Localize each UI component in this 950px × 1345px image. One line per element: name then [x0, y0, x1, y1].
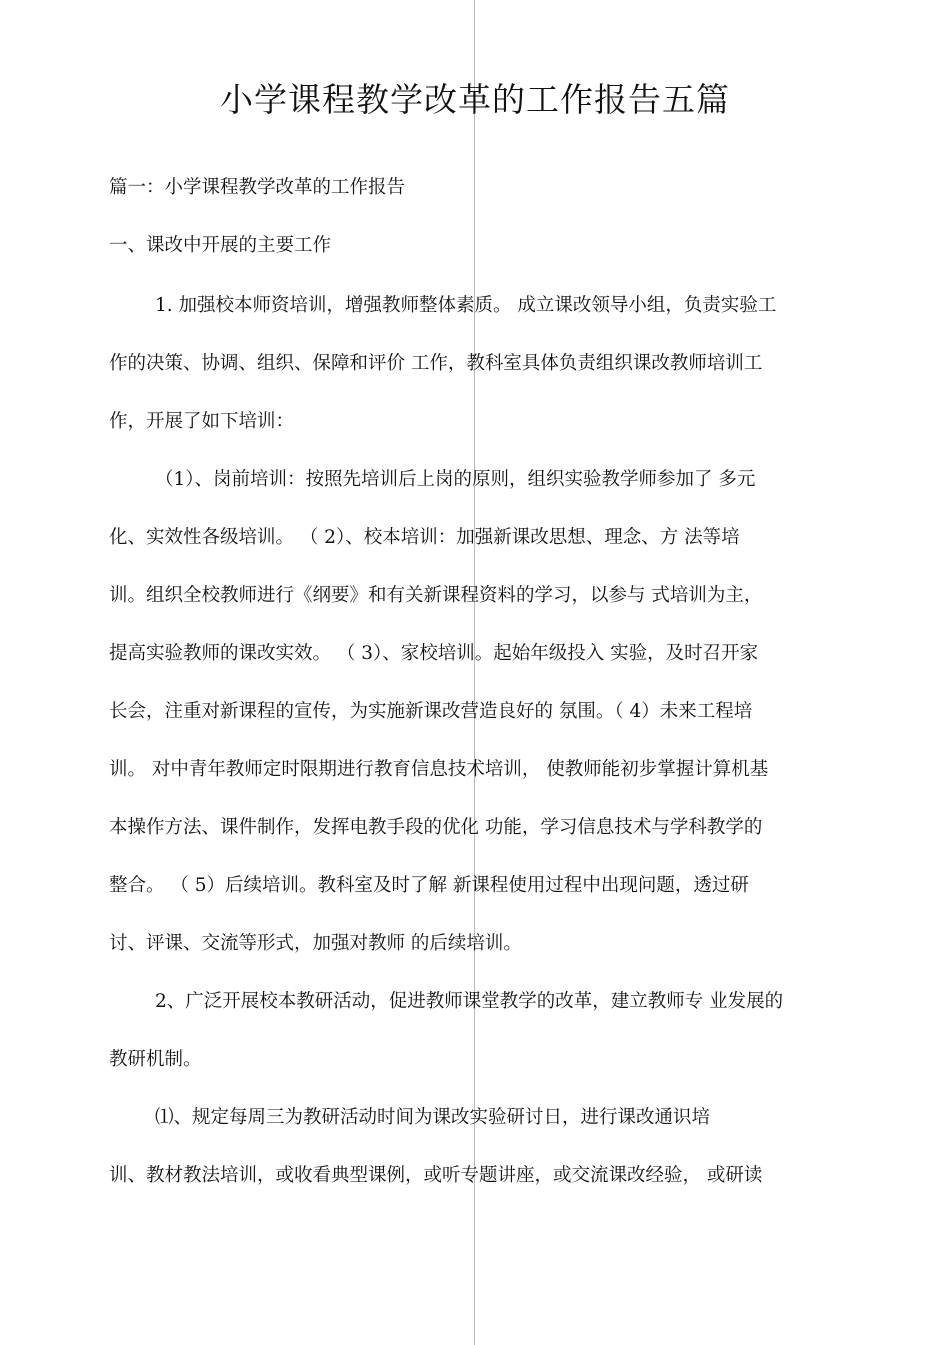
page-center-rule	[474, 0, 475, 1345]
section-heading-part-one: 篇一：小学课程教学改革的工作报告	[109, 177, 406, 198]
paragraph-line: ⑴、规定每周三为教研活动时间为课改实验研讨日，进行课改通识培	[155, 1107, 711, 1128]
paragraph-line: 训。 对中青年教师定时限期进行教育信息技术培训， 使教师能初步掌握计算机基	[109, 759, 769, 780]
paragraph-line: 训。组织全校教师进行《纲要》和有关新课程资料的学习，以参与 式培训为主，	[109, 585, 763, 606]
paragraph-line: 长会，注重对新课程的宣传，为实施新课改营造良好的 氛围。（ 4）未来工程培	[109, 701, 753, 722]
paragraph-line: 作的决策、协调、组织、保障和评价 工作，教科室具体负责组织课改教师培训工	[109, 353, 763, 374]
paragraph-line: 训、教材教法培训，或收看典型课例，或听专题讲座，或交流课改经验， 或研读	[109, 1165, 763, 1186]
paragraph-line: 作，开展了如下培训：	[109, 411, 295, 432]
paragraph-line: （1）、岗前培训：按照先培训后上岗的原则，组织实验教学师参加了 多元	[155, 469, 756, 490]
paragraph-line: 整合。 （ 5）后续培训。教科室及时了解 新课程使用过程中出现问题，透过研	[109, 875, 749, 896]
subsection-heading-main-work: 一、课改中开展的主要工作	[109, 235, 332, 256]
paragraph-line: 讨、评课、交流等形式，加强对教师 的后续培训。	[109, 933, 522, 954]
paragraph-line: 2、广泛开展校本教研活动，促进教师课堂教学的改革，建立教师专 业发展的	[155, 991, 784, 1012]
paragraph-line: 1. 加强校本师资培训，增强教师整体素质。 成立课改领导小组，负责实验工	[155, 295, 777, 316]
paragraph-line: 教研机制。	[109, 1049, 202, 1070]
paragraph-line: 化、实效性各级培训。 （ 2）、校本培训：加强新课改思想、理念、方 法等培	[109, 527, 740, 548]
paragraph-line: 提高实验教师的课改实效。 （ 3）、家校培训。起始年级投入 实验，及时召开家	[109, 643, 759, 664]
paragraph-line: 本操作方法、课件制作，发挥电教手段的优化 功能，学习信息技术与学科教学的	[109, 817, 763, 838]
document-title: 小学课程教学改革的工作报告五篇	[220, 80, 730, 119]
